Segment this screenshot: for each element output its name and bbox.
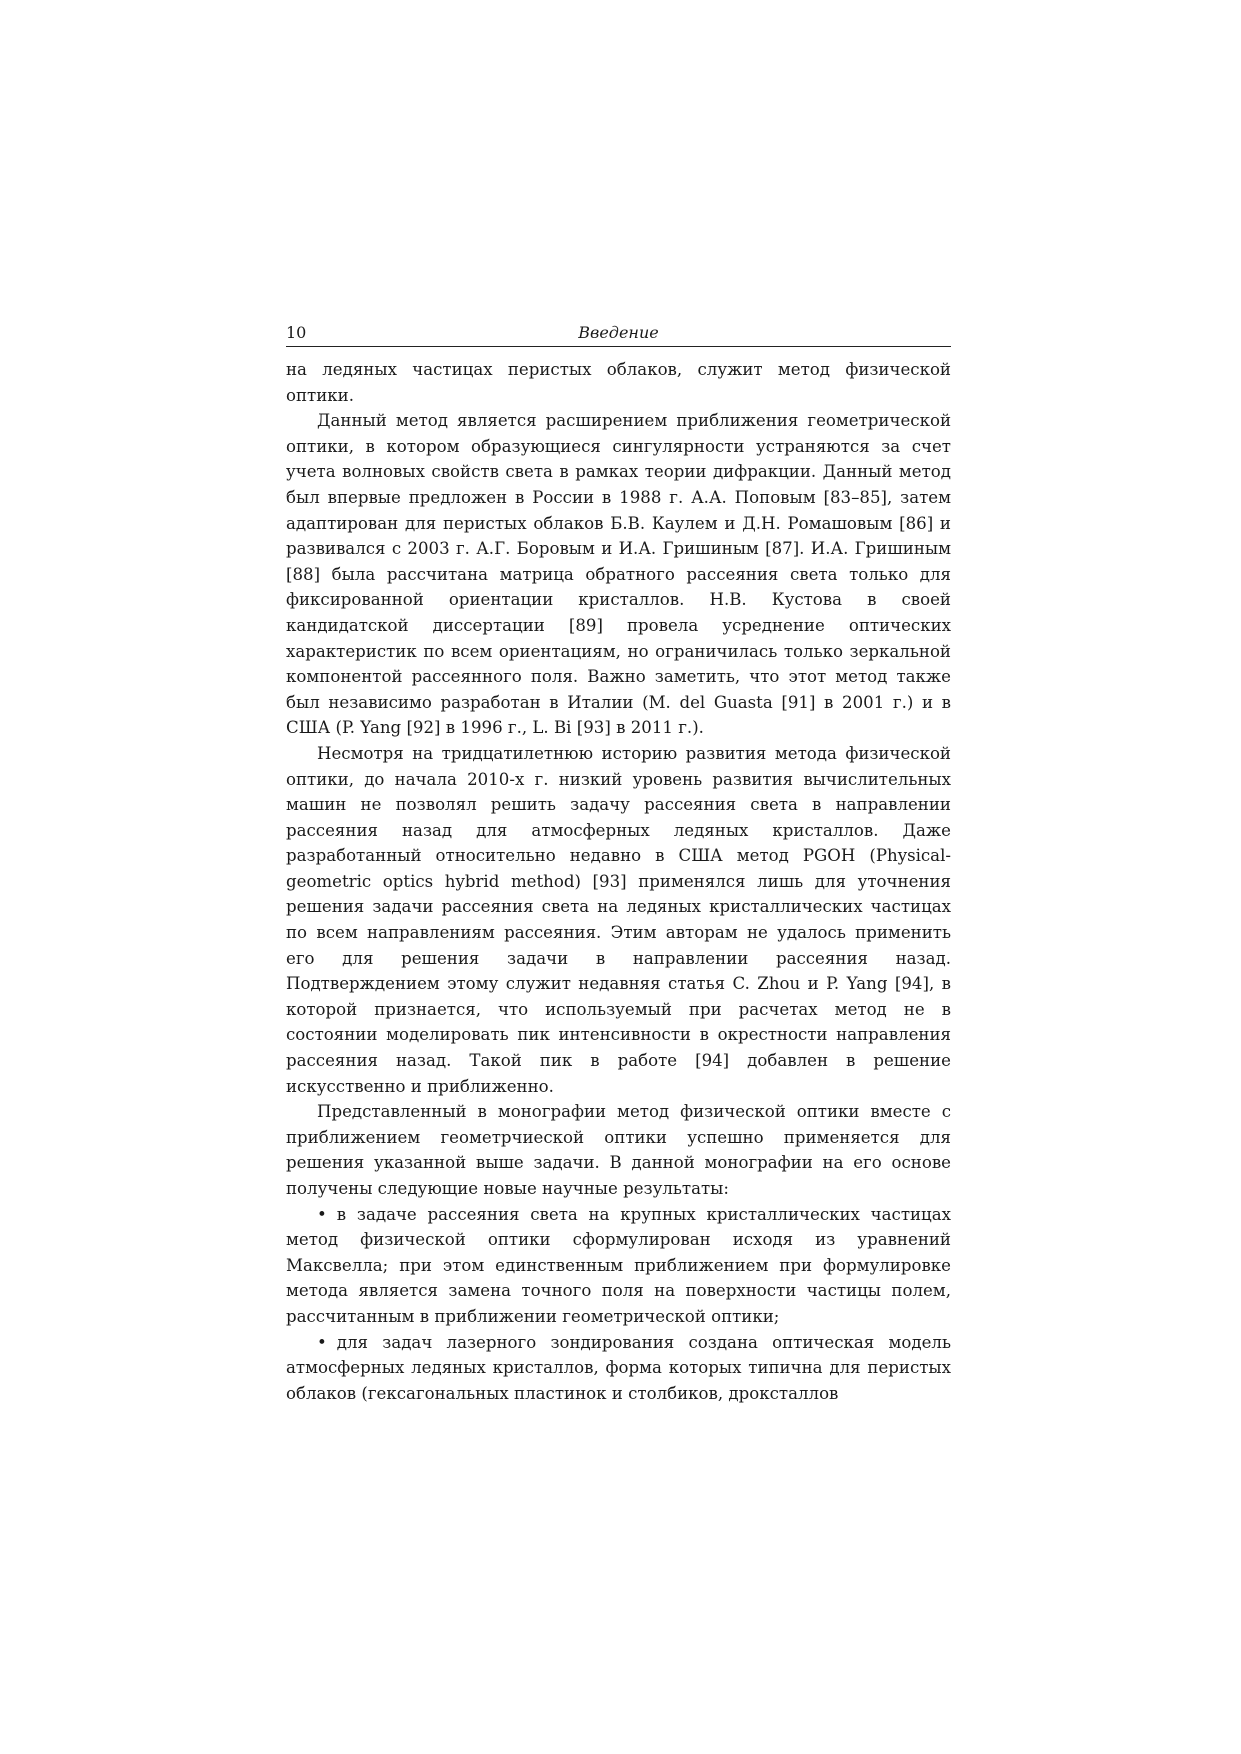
bullet-item [286,1202,951,1330]
bullet-marker: • [317,1204,327,1224]
bullet-marker: • [317,1332,327,1352]
bullet-text: для задач лазерного зондирования создана оптическая модель атмосферных ледяных кристаллов, форма которых типична для перистых облаков (гексагональных пластинок и столбиков, дроксталлов [286,1332,951,1403]
paragraph: Данный метод является расширением приближения геометрической оптики, в котором образующиеся сингулярности устраняются за счет учета волновых свойств света в рамках теории дифракции. Данный метод был впервые предложен в России в 1988 г. А.А. Поповым [83–85], затем адаптирован для перистых облаков Б.В. Каулем и Д.Н. Ромашовым [86] и развивался с 2003 г. А.Г. Боровым и И.А. Гришиным [87]. И.А. Гришиным [88] была рассчитана матрица обратного рассеяния света только для фиксированной ориентации кристаллов. Н.В. Кустова в своей кандидатской диссертации [89] провела усреднение оптических характеристик по всем ориентациям, но ограничилась только зеркальной компонентой рассеянного поля. Важно заметить, что этот метод также был независимо разработан в Италии (M. del Guasta [91] в 2001 г.) и в США (P. Yang [92] в 1996 г., L. Bi [93] в 2011 г.). [286,411,951,738]
bullet-item [286,1330,951,1407]
page-number: 10 [286,323,307,342]
bullet-text: в задаче рассеяния света на крупных кристаллических частицах метод физической оптики сформулирован исходя из уравнений Максвелла; при этом единственным приближением при формулировке метода является замена точного поля на поверхности частицы полем, рассчитанным в приближении геометрической оптики; [286,1204,951,1326]
paragraph-continuation: на ледяных частицах перистых облаков, служит метод физической оптики. [286,360,951,405]
running-header [286,322,951,347]
paragraph: Несмотря на тридцатилетнюю историю развития метода физической оптики, до начала 2010-х г. низкий уровень развития вычислительных машин не позволял решить задачу рассеяния света в направлении рассеяния назад для атмосферных ледяных кристаллов. Даже разработанный относительно недавно в США метод PGOH (Physical-geometric optics hybrid method) [93] применялся лишь для уточнения решения задачи рассеяния света на ледяных кристаллических частицах по всем направлениям рассеяния. Этим авторам не удалось применить его для решения задачи в направлении рассеяния назад. Подтверждением этому служит недавняя статья C. Zhou и P. Yang [94], в которой признается, что используемый при расчетах метод не в состоянии моделировать пик интенсивности в окрестности направления рассеяния назад. Такой пик в работе [94] добавлен в решение искусственно и приближенно. [286,743,951,1096]
section-title: Введение [578,323,659,342]
book-page [286,322,951,1406]
paragraph: Представленный в монографии метод физической оптики вместе с приближением геометрчиеской оптики успешно применяется для решения указанной выше задачи. В данной монографии на его основе получены следующие новые научные результаты: [286,1102,951,1198]
body-text [286,357,951,1406]
